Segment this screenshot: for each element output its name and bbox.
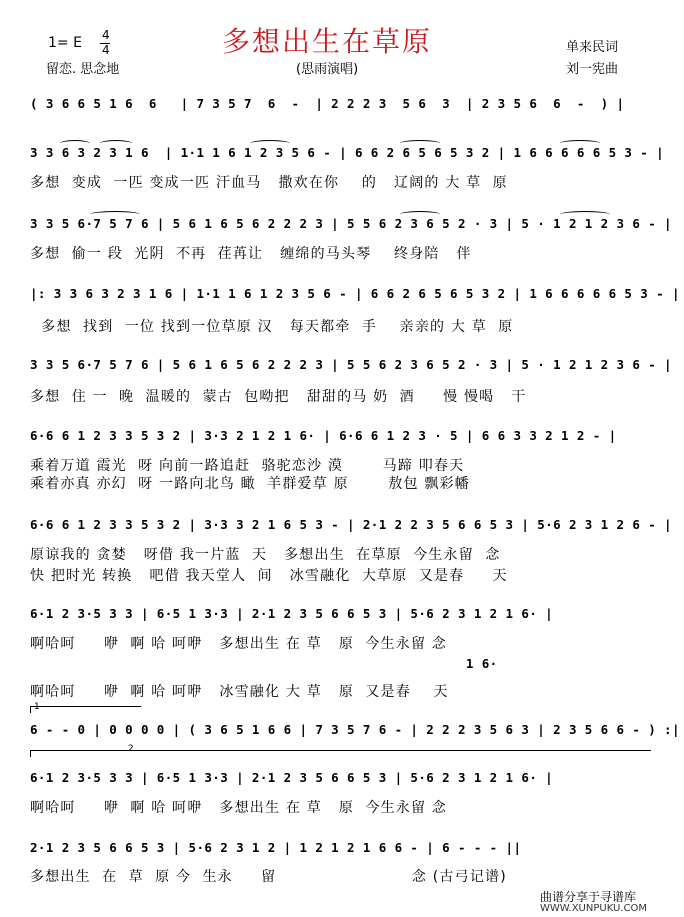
slur (60, 140, 90, 147)
time-signature-top: 4 (102, 28, 110, 42)
time-signature-bottom: 4 (102, 43, 110, 57)
lyric-line: 啊哈呵 咿 啊 哈 呵咿 多想出生 在 草 原 今生永留 念 (30, 636, 448, 652)
lyric-line: 乘着万道 霞光 呀 向前一路追赶 骆驼恋沙 漠 马蹄 叩春天 (30, 458, 465, 474)
lyric-line-second-verse: 快 把时光 转换 吧借 我天堂人 间 冰雪融化 大草原 又是春 天 (30, 568, 508, 584)
volta-number-2: 2 (128, 744, 134, 754)
slur (560, 140, 600, 147)
slur (560, 211, 610, 218)
score-row: 6·6 6 1 2 3 3 5 3 2 | 3·3 3 2 1 6 5 3 - | 2·1 2 2 3 5 6 6 5 3 | 5·6 2 3 1 2 6 - | (30, 517, 672, 532)
key-signature: 1= E (48, 35, 82, 51)
lyric-line-final: 多想出生 在 草 原 今 生永 留 念 (古弓记谱) (30, 869, 507, 885)
footer-credit: 曲谱分享于寻谱库 (540, 890, 637, 904)
lyric-line-second-verse: 乘着亦真 亦幻 呀 一路向北鸟 瞰 羊群爱草 原 敖包 飘彩幡 (30, 476, 471, 492)
slur (400, 211, 440, 218)
lyric-line: 多想 变成 一匹 变成一匹 汗血马 撒欢在你 的 辽阔的 大 草 原 (30, 175, 508, 191)
composer: 刘一宪曲 (566, 62, 619, 77)
score-fragment: 1 6· (30, 656, 506, 671)
song-title: 多想出生在草原 (222, 25, 433, 58)
lyric-line: 原谅我的 贪婪 呀借 我一片蓝 天 多想出生 在草原 今生永留 念 (30, 547, 501, 563)
volta-bracket-1 (30, 706, 141, 713)
score-row: |: 3 3 6 3 2 3 1 6 | 1·1 1 6 1 2 3 5 6 - | 6 6 2 6 5 6 5 3 2 | 1 6 6 6 6 6 5 3 - | (30, 286, 680, 301)
lyric-line: 多想 住 一 晚 温暖的 蒙古 包呦把 甜甜的马 奶 酒 慢 慢喝 干 (30, 389, 527, 405)
score-row: 3 3 6 3 2 3 1 6 | 1·1 1 6 1 2 3 5 6 - | 6 6 2 6 5 6 5 3 2 | 1 6 6 6 6 6 5 3 - | (30, 145, 665, 160)
score-row: 3 3 5 6·7 5 7 6 | 5 6 1 6 5 6 2 2 2 3 | 5 5 6 2 3 6 5 2 · 3 | 5 · 1 2 1 2 3 6 - | (30, 357, 672, 372)
lyric-line: 多想 偷一 段 光阴 不再 荏苒让 缠绵的马头琴 终身陪 伴 (30, 246, 472, 262)
score-row-interlude: 6 - - 0 | 0 0 0 0 | ( 3 6 5 1 6 6 | 7 3 5 7 6 - | 2 2 2 3 5 6 3 | 2 3 5 6 6 - ) :| (30, 722, 680, 737)
lyric-line-second-verse: 啊哈呵 咿 啊 哈 呵咿 冰雪融化 大 草 原 又是春 天 (30, 684, 449, 700)
score-row: 6·1 2 3·5 3 3 | 6·5 1 3·3 | 2·1 2 3 5 6 6 5 3 | 5·6 2 3 1 2 1 6· | (30, 770, 554, 785)
score-row-final: 2·1 2 3 5 6 6 5 3 | 5·6 2 3 1 2 | 1 2 1 2 1 6 6 - | 6 - - - || (30, 840, 522, 855)
slur (400, 140, 440, 147)
slur (90, 211, 140, 218)
score-row-intro: ( 3 6 6 5 1 6 6 | 7 3 5 7 6 - | 2 2 2 3 5 6 3 | 2 3 5 6 6 - ) | (30, 96, 625, 111)
slur (250, 140, 290, 147)
score-row: 6·1 2 3·5 3 3 | 6·5 1 3·3 | 2·1 2 3 5 6 6 5 3 | 5·6 2 3 1 2 1 6· | (30, 606, 554, 621)
slur (100, 140, 132, 147)
score-row: 3 3 5 6·7 5 7 6 | 5 6 1 6 5 6 2 2 2 3 | 5 5 6 2 3 6 5 2 · 3 | 5 · 1 2 1 2 3 6 - | (30, 216, 672, 231)
volta-number-1: 1 (34, 702, 40, 712)
lyricist: 单来民词 (566, 40, 619, 55)
footer-site: WWW.XUNPUKU.COM (540, 903, 647, 914)
volta-bracket-2 (30, 750, 651, 757)
score-row: 6·6 6 1 2 3 3 5 3 2 | 3·3 2 1 2 1 6· | 6·6 6 1 2 3 · 5 | 6 6 3 3 2 1 2 - | (30, 428, 617, 443)
lyric-line: 多想 找到 一位 找到一位草原 汉 每天都牵 手 亲亲的 大 草 原 (30, 319, 514, 335)
performer: (思雨演唱) (296, 62, 359, 77)
expression-mark: 留恋. 思念地 (46, 62, 120, 77)
lyric-line: 啊哈呵 咿 啊 哈 呵咿 多想出生 在 草 原 今生永留 念 (30, 800, 448, 816)
